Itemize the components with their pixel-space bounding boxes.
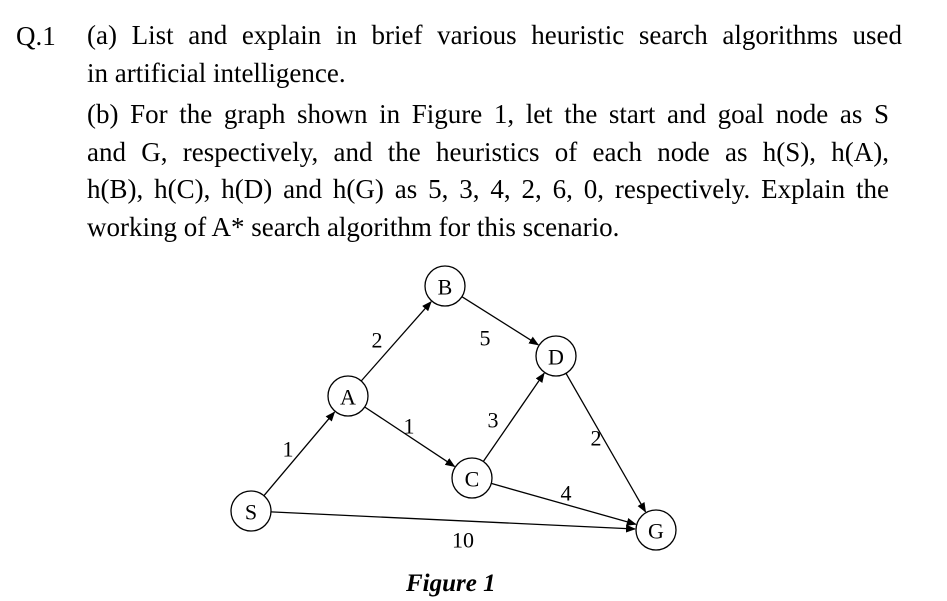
part-a-line-1: (a) List and explain in brief various heuristic search algorithms used	[87, 20, 902, 50]
edge-s-g	[271, 512, 635, 529]
part-b-line-3: h(B), h(C), h(D) and h(G) as 5, 3, 4, 2, 6, 0, respectively. Explain the	[87, 174, 889, 204]
figure-caption: Figure 1	[406, 570, 496, 597]
edge-weight-c-g: 4	[560, 480, 572, 506]
edge-weight-d-g: 2	[590, 425, 602, 451]
edge-weight-s-a: 1	[282, 436, 294, 462]
graph-edges	[264, 297, 646, 529]
node-d-label: D	[548, 344, 564, 370]
node-s-label: S	[244, 499, 258, 525]
part-b-line-1: (b) For the graph shown in Figure 1, let the start and goal node as S	[87, 99, 889, 129]
edge-weight-a-c: 1	[403, 413, 415, 439]
edge-weight-b-d: 5	[479, 325, 491, 351]
edge-b-d	[462, 297, 538, 345]
edge-weight-c-d: 3	[487, 407, 499, 433]
node-a-label: A	[340, 384, 356, 410]
question-number: Q.1	[16, 21, 56, 51]
edge-s-a	[264, 412, 335, 496]
edge-weight-a-b: 2	[371, 327, 383, 353]
node-c-label: C	[464, 466, 480, 492]
part-a-line-2: in artificial intelligence.	[87, 57, 346, 88]
part-b-line-2: and G, respectively, and the heuristics of each node as h(S), h(A),	[87, 136, 889, 167]
node-b-label: B	[437, 274, 453, 300]
part-b-line-4: working of A* search algorithm for this scenario.	[87, 211, 620, 242]
node-g-label: G	[648, 518, 664, 544]
graph-nodes	[231, 266, 676, 550]
edge-weight-s-g: 10	[452, 527, 474, 553]
edge-d-g	[566, 373, 646, 512]
